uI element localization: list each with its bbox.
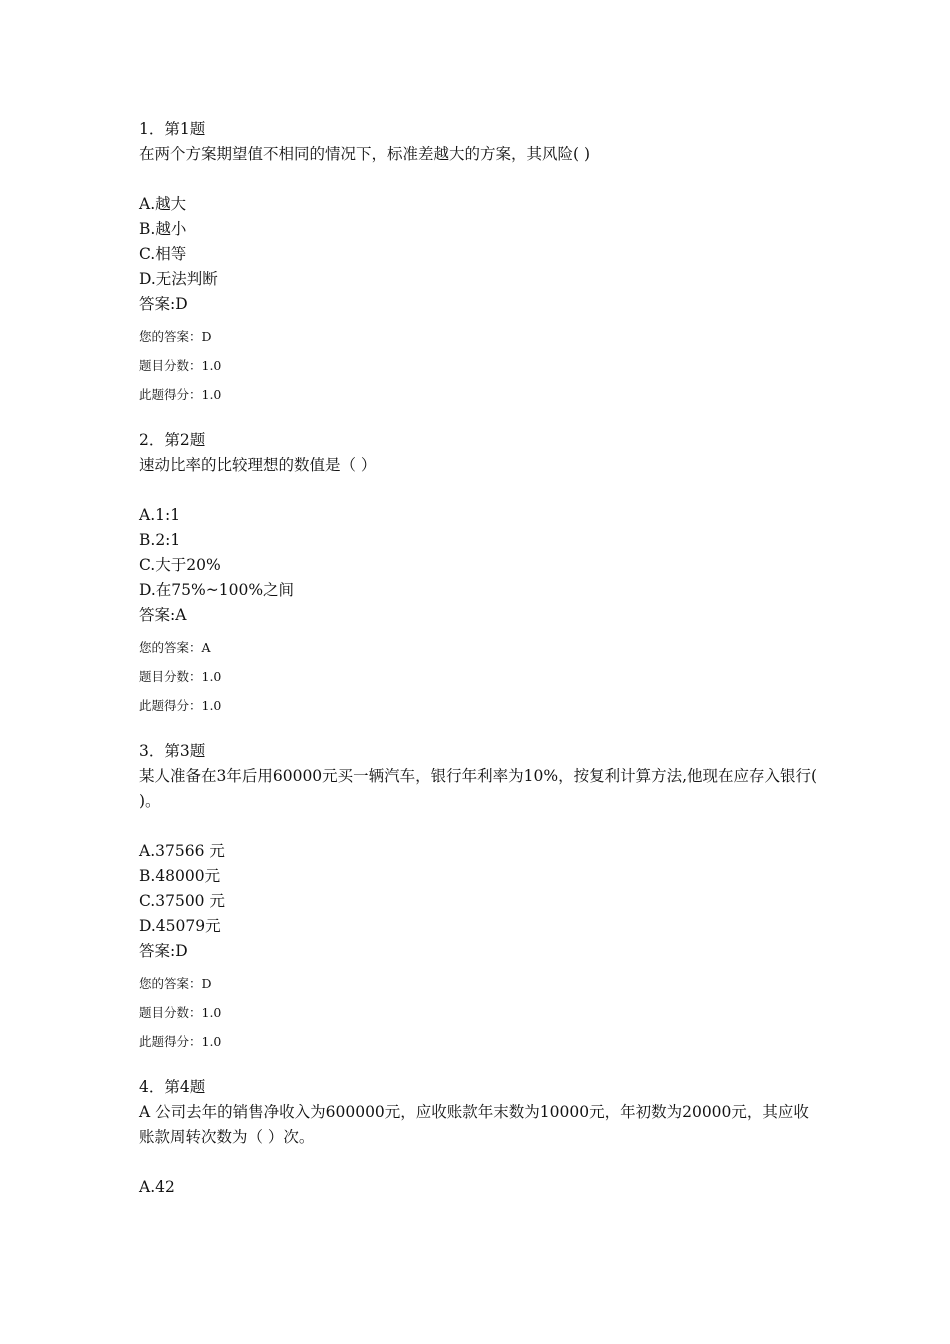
score-earned: 此题得分：1.0 [139, 1034, 222, 1049]
option-a: A.1:1 [139, 506, 181, 524]
question-1 [139, 117, 819, 409]
question-text: 在两个方案期望值不相同的情况下，标准差越大的方案，其风险( ) [139, 145, 591, 163]
option-b: B.2:1 [139, 531, 181, 549]
question-3 [139, 739, 819, 1056]
question-score: 题目分数：1.0 [139, 358, 222, 373]
option-d: D.45079元 [139, 917, 221, 935]
option-list [139, 503, 819, 603]
option-list [139, 1175, 819, 1200]
question-text: 某人准备在3年后用60000元买一辆汽车，银行年利率为10%，按复利计算方法,他现在应存入银行( )。 [139, 767, 818, 810]
option-d: D.无法判断 [139, 270, 218, 288]
question-4 [139, 1075, 819, 1200]
option-c: C.相等 [139, 245, 187, 263]
option-list [139, 192, 819, 292]
document-page [139, 117, 819, 1200]
score-earned: 此题得分：1.0 [139, 387, 222, 402]
option-d: D.在75%~100%之间 [139, 581, 295, 599]
question-heading: 3．第3题 [139, 742, 206, 760]
option-c: C.37500 元 [139, 892, 225, 910]
question-text: 速动比率的比较理想的数值是（ ） [139, 456, 377, 474]
your-answer: 您的答案：A [139, 640, 211, 655]
option-b: B.48000元 [139, 867, 221, 885]
option-b: B.越小 [139, 220, 187, 238]
option-list [139, 839, 819, 939]
correct-answer: 答案:A [139, 606, 187, 624]
option-a: A.37566 元 [139, 842, 225, 860]
option-c: C.大于20% [139, 556, 221, 574]
correct-answer: 答案:D [139, 942, 188, 960]
option-a: A.越大 [139, 195, 187, 213]
your-answer: 您的答案：D [139, 329, 212, 344]
score-earned: 此题得分：1.0 [139, 698, 222, 713]
question-text: A 公司去年的销售净收入为600000元，应收账款年末数为10000元，年初数为20000元，其应收账款周转次数为（ ）次。 [139, 1103, 809, 1146]
option-a: A.42 [139, 1178, 175, 1196]
question-heading: 2．第2题 [139, 431, 206, 449]
your-answer: 您的答案：D [139, 976, 212, 991]
question-score: 题目分数：1.0 [139, 669, 222, 684]
correct-answer: 答案:D [139, 295, 188, 313]
question-score: 题目分数：1.0 [139, 1005, 222, 1020]
question-heading: 1．第1题 [139, 120, 206, 138]
question-2 [139, 428, 819, 720]
question-heading: 4．第4题 [139, 1078, 206, 1096]
